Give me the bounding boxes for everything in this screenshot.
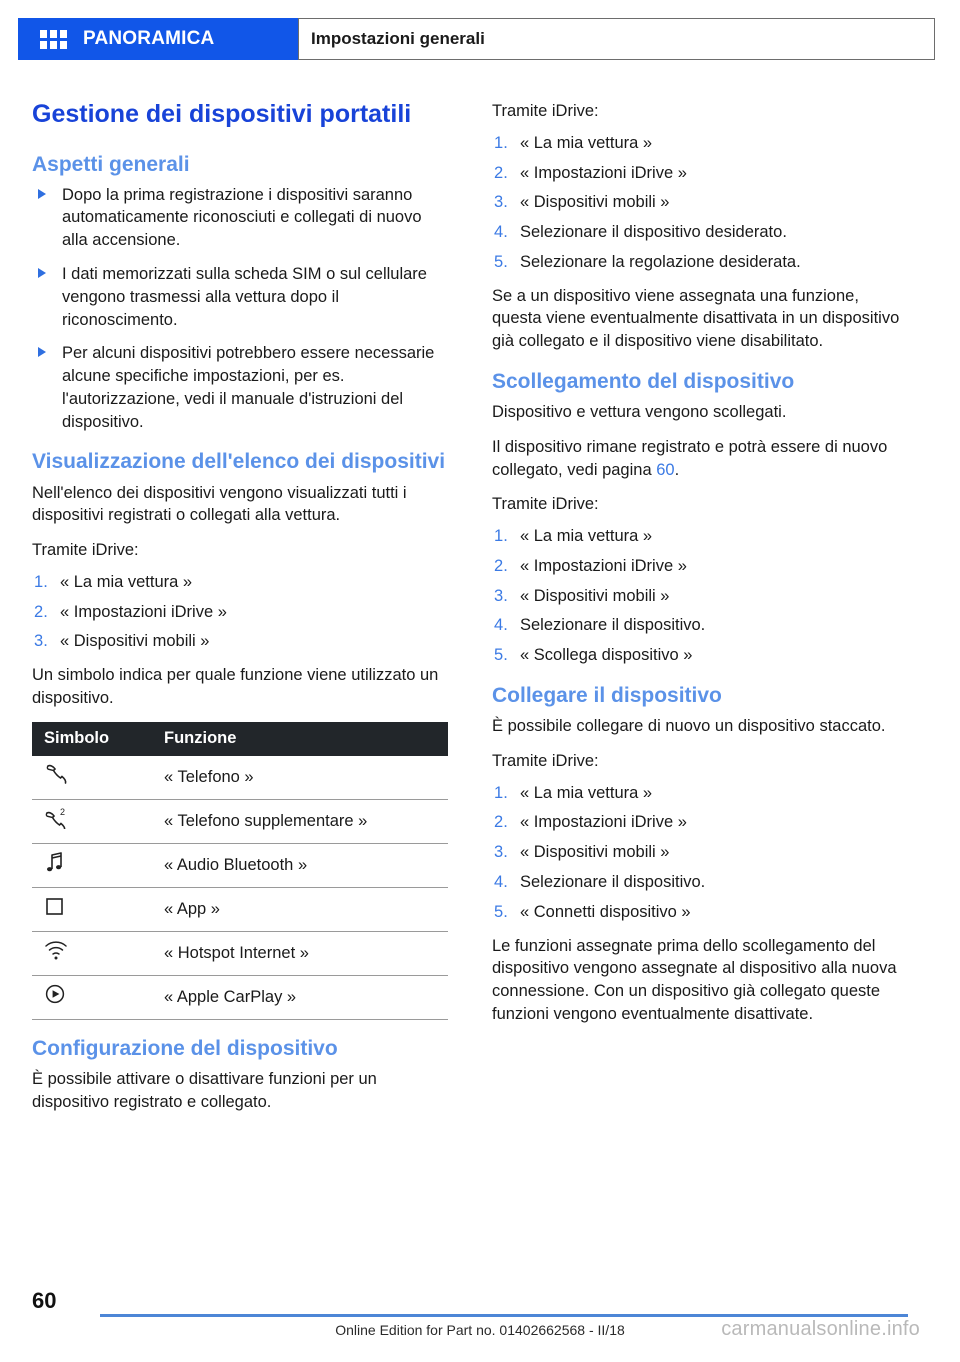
- page-header: [18, 18, 935, 60]
- left-column: [32, 100, 448, 1125]
- heading-collegare-dispositivo: Collegare il dispositivo: [492, 683, 722, 707]
- list-item: « Impostazioni iDrive »: [520, 813, 687, 832]
- page-number: 60: [32, 1288, 57, 1313]
- list-item: « Dispositivi mobili »: [60, 632, 210, 651]
- footer-note: Online Edition for Part no. 01402662568 - II/18: [335, 1322, 625, 1338]
- header-tab-panoramica[interactable]: [18, 18, 298, 60]
- triangle-bullet-icon: [38, 268, 46, 278]
- symbol-cell: [32, 799, 152, 843]
- steps-collegare: [492, 782, 908, 924]
- list-item-text: I dati memorizzati sulla scheda SIM o sul cellulare vengono trasmessi alla vettura dopo il riconoscimento.: [62, 264, 427, 329]
- grid-icon: [40, 30, 67, 49]
- paragraph-simbolo-indica: Un simbolo indica per quale funzione viene utilizzato un dispositivo.: [32, 666, 439, 707]
- footer-rule: [100, 1314, 908, 1317]
- function-cell: « Hotspot Internet »: [152, 931, 448, 975]
- svg-text:2: 2: [60, 806, 66, 817]
- list-item-text: Per alcuni dispositivi potrebbero essere necessarie alcune specifiche impostazioni, per es. l'autorizzazione, vedi il manuale d'istruzioni del dispositivo.: [62, 344, 435, 431]
- footer-watermark: carmanualsonline.info: [721, 1318, 920, 1340]
- symbol-cell: [32, 931, 152, 975]
- label-tramite-idrive: Tramite iDrive:: [32, 541, 139, 560]
- table-header-row: [32, 722, 448, 756]
- heading-scollegamento-dispositivo: Scollegamento del dispositivo: [492, 369, 795, 393]
- list-item: [32, 263, 448, 331]
- square-app-icon: [44, 895, 74, 919]
- steps-scollegamento: [492, 525, 908, 667]
- paragraph-text-pre: Il dispositivo rimane registrato e potrà essere di nuovo collegato, vedi pagina: [492, 437, 888, 479]
- symbol-cell: [32, 843, 152, 887]
- list-item: [32, 342, 448, 433]
- heading-aspetti-generali: Aspetti generali: [32, 152, 190, 176]
- music-note-icon: [44, 851, 74, 875]
- list-item: « Impostazioni iDrive »: [520, 556, 687, 575]
- page-reference-link[interactable]: 60: [656, 460, 675, 479]
- list-item: « Scollega dispositivo »: [520, 646, 693, 665]
- list-item: « Impostazioni iDrive »: [60, 602, 227, 621]
- paragraph-scollegati: Dispositivo e vettura vengono scollegati.: [492, 403, 787, 422]
- heading-visualizzazione-elenco: Visualizzazione dell'elenco dei dispositivi: [32, 450, 446, 474]
- list-item: « La mia vettura »: [520, 133, 653, 152]
- table-row: [32, 799, 448, 843]
- table-header-simbolo: Simbolo: [32, 722, 152, 756]
- list-item-text: Dopo la prima registrazione i dispositivi saranno automaticamente riconosciuti e collegati di nuovo alla accensione.: [62, 185, 422, 250]
- function-cell: « Apple CarPlay »: [152, 975, 448, 1019]
- label-tramite-idrive: Tramite iDrive:: [492, 495, 599, 514]
- symbol-cell: [32, 756, 152, 800]
- list-item: « La mia vettura »: [60, 572, 193, 591]
- function-cell: « App »: [152, 887, 448, 931]
- bullet-list-aspetti-generali: [32, 184, 448, 434]
- triangle-bullet-icon: [38, 189, 46, 199]
- carplay-play-circle-icon: [44, 983, 74, 1007]
- triangle-bullet-icon: [38, 347, 46, 357]
- list-item: Selezionare il dispositivo.: [520, 616, 706, 635]
- list-item: « Impostazioni iDrive »: [520, 163, 687, 182]
- table-header-funzione: Funzione: [152, 722, 448, 756]
- function-cell: « Audio Bluetooth »: [152, 843, 448, 887]
- page-title: Gestione dei dispositivi portatili: [32, 100, 412, 128]
- symbol-cell: [32, 975, 152, 1019]
- list-item: Selezionare il dispositivo desiderato.: [520, 223, 787, 242]
- table-row: [32, 975, 448, 1019]
- table-row: [32, 931, 448, 975]
- breadcrumb: [298, 18, 935, 60]
- symbol-cell: [32, 887, 152, 931]
- list-item: « La mia vettura »: [520, 527, 653, 546]
- header-tab-label: PANORAMICA: [83, 28, 215, 49]
- wifi-hotspot-icon: [44, 939, 74, 963]
- steps-configurazione: [492, 132, 908, 274]
- list-item: Selezionare la regolazione desiderata.: [520, 252, 801, 271]
- function-cell: « Telefono supplementare »: [152, 799, 448, 843]
- heading-configurazione-dispositivo: Configurazione del dispositivo: [32, 1036, 338, 1060]
- paragraph-elenco-intro: Nell'elenco dei dispositivi vengono visualizzati tutti i dispositivi registrati o collegati alla vettura.: [32, 483, 407, 525]
- list-item: « Dispositivi mobili »: [520, 586, 670, 605]
- list-item: « Dispositivi mobili »: [520, 843, 670, 862]
- page-columns: [32, 100, 928, 1125]
- symbol-function-table: [32, 722, 448, 1020]
- list-item: « La mia vettura »: [520, 783, 653, 802]
- table-row: [32, 756, 448, 800]
- breadcrumb-label: Impostazioni generali: [311, 29, 485, 48]
- paragraph-collegare-intro: È possibile collegare di nuovo un dispositivo staccato.: [492, 717, 886, 736]
- table-row: [32, 887, 448, 931]
- steps-visualizzazione: [32, 571, 448, 653]
- label-tramite-idrive: Tramite iDrive:: [492, 102, 599, 120]
- list-item: [32, 184, 448, 252]
- function-cell: « Telefono »: [152, 756, 448, 800]
- table-row: [32, 843, 448, 887]
- page-footer: [32, 1282, 928, 1352]
- label-tramite-idrive: Tramite iDrive:: [492, 751, 599, 770]
- paragraph-funzioni-assegnate: Le funzioni assegnate prima dello scollegamento del dispositivo vengono assegnate al dispositivo alla nuova connessione. Con un dispositivo già collegato queste funzioni vengono eventualmente disattivate.: [492, 936, 897, 1023]
- right-column: [492, 100, 908, 1125]
- list-item: Selezionare il dispositivo.: [520, 872, 706, 891]
- paragraph-configurazione: È possibile attivare o disattivare funzioni per un dispositivo registrato e collegato.: [32, 1069, 377, 1111]
- phone-handset-icon: [44, 763, 74, 787]
- phone-handset-2-icon: [44, 807, 74, 831]
- list-item: « Dispositivi mobili »: [520, 193, 670, 212]
- paragraph-funzione-assegnata: Se a un dispositivo viene assegnata una funzione, questa viene eventualmente disattivata in un dispositivo già collegato e il dispositivo viene disabilitato.: [492, 286, 900, 351]
- list-item: « Connetti dispositivo »: [520, 902, 691, 921]
- paragraph-text-post: .: [674, 460, 680, 479]
- paragraph-rimane-registrato: [492, 436, 908, 482]
